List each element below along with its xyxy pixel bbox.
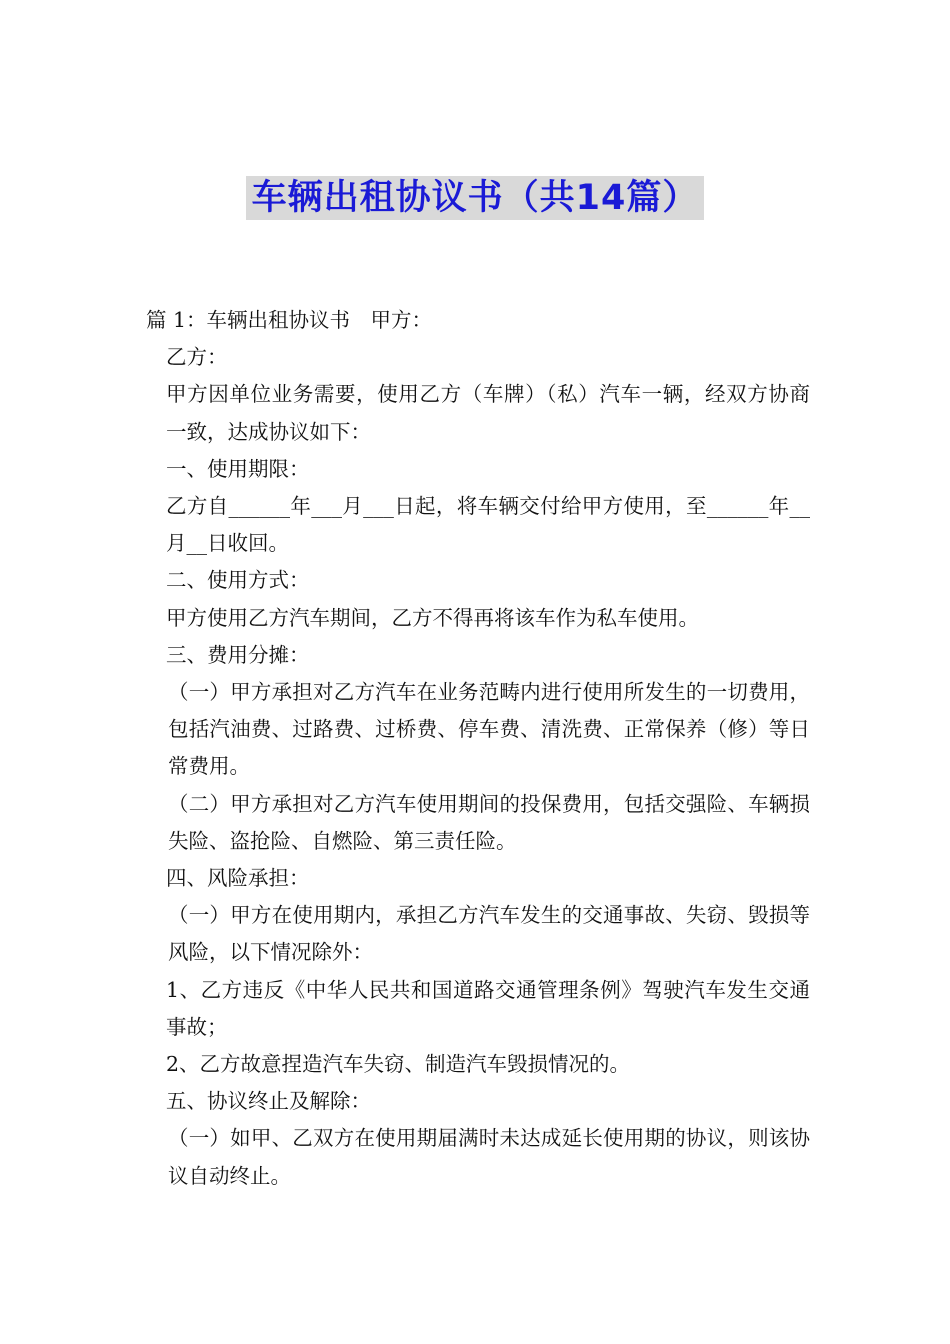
paragraph-intro: 甲方因单位业务需要，使用乙方（车牌）（私）汽车一辆，经双方协商一致，达成协议如下： (166, 382, 810, 444)
paragraph-risk-exception-2: 2、乙方故意捏造汽车失窃、制造汽车毁损情况的。 (166, 1052, 631, 1077)
section-heading-risk: 四、风险承担： (166, 866, 310, 891)
article-heading: 篇 1：车辆出租协议书 甲方： (146, 308, 433, 332)
paragraph-risk-exception-1: 1、乙方违反《中华人民共和国道路交通管理条例》驾驶汽车发生交通事故； (166, 977, 810, 1039)
section-heading-term: 一、使用期限： (166, 456, 310, 481)
paragraph-usage: 甲方使用乙方汽车期间，乙方不得再将该车作为私车使用。 (166, 605, 699, 630)
document-body (146, 302, 810, 1195)
paragraph-termination-1: （一）如甲、乙双方在使用期届满时未达成延长使用期的协议，则该协议自动终止。 (168, 1126, 810, 1188)
paragraph-costs-2: （二）甲方承担对乙方汽车使用期间的投保费用，包括交强险、车辆损失险、盗抢险、自燃险、第三责任险。 (168, 791, 810, 853)
section-heading-usage: 二、使用方式： (166, 568, 310, 593)
section-heading-costs: 三、费用分摊： (166, 642, 310, 667)
title-container (0, 176, 950, 220)
party-b-line: 乙方： (166, 345, 228, 370)
paragraph-costs-1: （一）甲方承担对乙方汽车在业务范畴内进行使用所发生的一切费用，包括汽油费、过路费、过桥费、停车费、清洗费、正常保养（修）等日常费用。 (168, 680, 810, 779)
paragraph-term: 乙方自______年___月___日起，将车辆交付给甲方使用，至______年__月__日收回。 (166, 494, 810, 556)
document-title: 车辆出租协议书（共14篇） (246, 176, 705, 220)
paragraph-risk-1: （一）甲方在使用期内，承担乙方汽车发生的交通事故、失窃、毁损等风险，以下情况除外： (168, 903, 810, 965)
section-heading-termination: 五、协议终止及解除： (166, 1089, 371, 1114)
